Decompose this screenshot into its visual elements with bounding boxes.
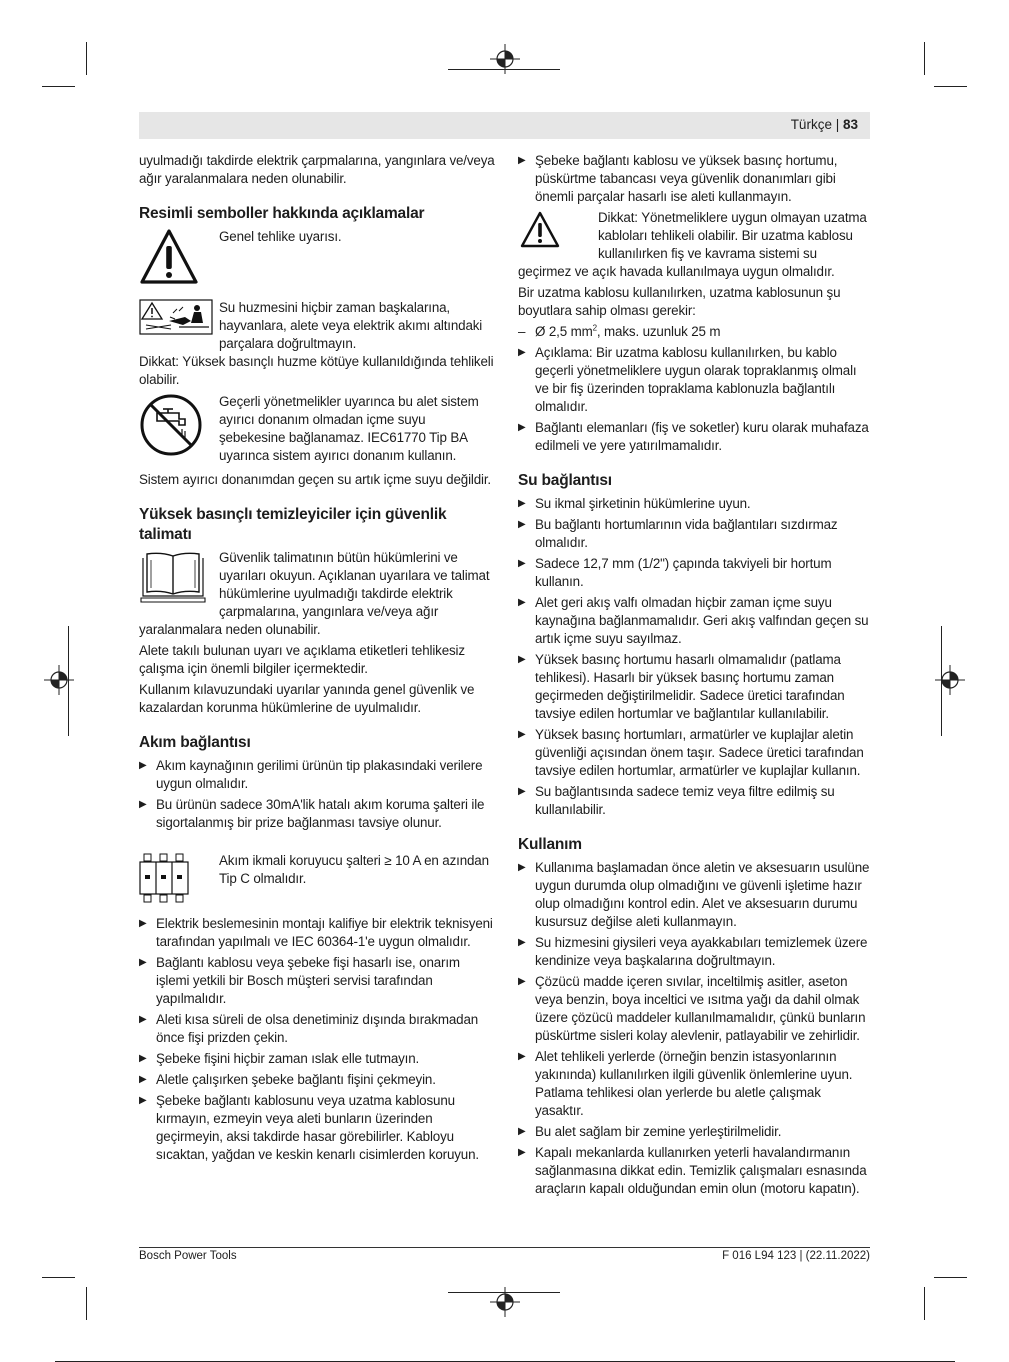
water-heading: Su bağlantısı [518, 472, 612, 489]
extension-size-spec: – Ø 2,5 $mm^2$, maks. uzunluk 25 m [518, 323, 721, 339]
header-language: Türkçe [790, 117, 832, 132]
symbols-section [139, 204, 495, 489]
list-item: ▶ Bu ürünün sadece 30mA'lik hatalı akım koruma şalteri ile sigortalanmış bir prize bağlanması tavsiye olunur. [139, 797, 485, 830]
extension-warning-block [518, 209, 870, 281]
intro-continuation: uyulmadığı takdirde elektrik çarpmalarına, yangınlara ve/veya ağır yaralanmalara neden olunabilir. [139, 153, 495, 186]
crop-mark [42, 1277, 75, 1278]
crop-mark [42, 86, 75, 87]
extension-warning-text: Dikkat: Yönetmeliklere uygun olmayan uzatma kabloları tehlikeli olabilir. Bir uzatma kablosu kullanılırken fiş ve kavrama sistemi su geçirmez ve açık havada kullanılmaya uygun olmalıdır. [518, 210, 867, 279]
symbol-general-hazard [139, 228, 495, 291]
symbols-heading: Resimli semboller hakkında açıklamalar [139, 205, 425, 222]
header-label [791, 117, 858, 132]
crop-mark [924, 1287, 925, 1320]
list-item: ▶ Çözücü madde içeren sıvılar, inceltilmiş asitler, aseton veya benzin, boya inceltici ve ısıtma yağı da dahil olmak üzere çözücü maddeler kullanılmamalıdır, çünkü bunların püskürtme sisleri kolay alevlenir, patlayabilir ve zehirlidir. [518, 974, 866, 1043]
extension-list [518, 344, 870, 455]
crop-mark [86, 42, 87, 75]
power-list-a [139, 757, 495, 832]
safety-section [139, 505, 495, 717]
read-all-text: Güvenlik talimatının bütün hükümlerini ve uyarıları okuyun. Açıklanan uyarılara ve talimat hükümlerine uyulmadığı takdirde elektrik çarpmalarına, yangınlara ve/veya ağır yaralanmalara neden olunabilir. [139, 550, 490, 637]
symbol-jet-warning [139, 299, 495, 353]
usage-list [518, 859, 870, 1198]
symbol-drinking-water [139, 393, 495, 465]
list-item: ▶ Yüksek basınç hortumları, armatürler ve kuplajlar aletin güvenliği açısından önem taşır. Sadece üretici tarafından tavsiye edilen hortumlar, armatürler ve kuplajlar kullanın. [518, 727, 864, 778]
page-number: 83 [842, 117, 858, 132]
symbol-breaker [139, 852, 495, 909]
page-header [139, 112, 870, 139]
extension-size-text: Bir uzatma kablosu kullanılırken, uzatma kablosunun şu boyutlara sahip olması gerekir: [518, 285, 841, 318]
jet-warning-text: Su huzmesini hiçbir zaman başkalarına, hayvanlara, alete veya elektrik akımı altındaki parçalara doğrultmayın. [219, 300, 483, 351]
labels-note: Alete takılı bulunan uyarı ve açıklama etiketleri tehlikesiz çalışma için önemli bilgiler içermektedir. [139, 643, 465, 676]
list-item: ▶ Şebeke bağlantı kablosu ve yüksek basınç hortumu, püskürtme tabancası veya güvenlik donanımları gibi önemli parçalar hasarlı ise aleti kullanmayın. [518, 153, 838, 204]
safety-heading: Yüksek basınçlı temizleyiciler için güvenlik talimatı [139, 506, 447, 543]
list-item: ▶ Kapalı mekanlarda kullanırken yeterli havalandırmanın sağlanmasına dikkat edin. Temizlik çalışmaları esnasında araçların kapalı olduğundan emin olun (motoru kapatın). [518, 1145, 867, 1196]
registration-mark-icon [490, 1287, 520, 1317]
crop-mark [86, 1287, 87, 1320]
list-item: ▶ Alet geri akış valfı olmadan hiçbir zaman içme suyu kaynağına bağlanmamalıdır. Geri akış valfından geçen su artık içme suyu sayılmaz. [518, 595, 869, 646]
list-item: ▶ Bağlantı kablosu veya şebeke fişi hasarlı ise, onarım işlemi yetkili bir Bosch müşteri servisi tarafından yapılmalıdır. [139, 955, 460, 1006]
footer-doc-id: F 016 L94 123 | (22.11.2022) [722, 1250, 870, 1262]
footer-brand: Bosch Power Tools [139, 1250, 237, 1262]
separator-note: Sistem ayırıcı donanımdan geçen su artık içme suyu değildir. [139, 472, 491, 487]
list-item: ▶ Su ikmal şirketinin hükümlerine uyun. [518, 496, 751, 511]
spray-hazard-icon [139, 299, 213, 335]
list-item: ▶ Bu alet sağlam bir zemine yerleştirilmelidir. [518, 1124, 782, 1139]
list-item: ▶ Akım kaynağının gerilimi ürünün tip plakasındaki verilere uygun olmalıdır. [139, 758, 483, 791]
water-list [518, 495, 870, 819]
list-item: ▶ Aleti kısa süreli de olsa denetiminiz dışında bırakmadan önce fişi prizden çekin. [139, 1012, 479, 1045]
breaker-text: Akım ikmali koruyucu şalteri ≥ 10 A en azından Tip C olmalıdır. [219, 853, 489, 886]
crop-mark [934, 86, 967, 87]
manual-note: Kullanım kılavuzundaki uyarılar yanında genel güvenlik ve kazalardan korunma hükümlerine de uyulmalıdır. [139, 682, 475, 715]
left-column [139, 152, 495, 1167]
drinking-water-text: Geçerli yönetmelikler uyarınca bu alet sistem ayırıcı donanım olmadan içme suyu şebekesine bağlanamaz. IEC61770 Tip BA uyarınca sistem ayırıcı donanım kullanın. [219, 394, 479, 463]
list-item: ▶ Şebeke fişini hiçbir zaman ıslak elle tutmayın. [139, 1051, 420, 1066]
registration-mark-icon [935, 665, 965, 695]
list-item: ▶ Bağlantı elemanları (fiş ve soketler) kuru olarak muhafaza edilmeli ve yere yatırılmamalıdır. [518, 420, 869, 453]
top-list [518, 152, 870, 206]
list-item: ▶ Alet tehlikeli yerlerde (örneğin benzin istasyonlarının yakınında) kullanılırken ilgili güvenlik önlemlerine uyun. Patlama tehlikesi olan yerlerde bu aletle çalışmak yasaktır. [518, 1049, 853, 1118]
footer-rule [139, 1247, 870, 1248]
header-separator: | [831, 117, 843, 132]
circuit-breaker-icon [139, 852, 189, 904]
list-item: ▶ Su hizmesini giysileri veya ayakkabıları temizlemek üzere kendinize veya başkalarına doğrultmayın. [518, 935, 868, 968]
read-manual-block [139, 549, 495, 639]
crop-mark [924, 42, 925, 75]
list-item: ▶ Yüksek basınç hortumu hasarlı olmamalıdır (patlama tehlikesi). Hasarlı bir yüksek basınç hortumu zaman geçirmeden değiştirilmelidir. Sadece üretici tarafından tavsiye edilen hortumlar ve bağlantılar kullanılabilir. [518, 652, 845, 721]
crop-mark [68, 626, 69, 736]
registration-mark-icon [490, 44, 520, 74]
jet-caution-text: Dikkat: Yüksek basınçlı huzme kötüye kullanıldığında tehlikeli olabilir. [139, 354, 494, 387]
list-item: ▶ Bu bağlantı hortumlarının vida bağlantıları sızdırmaz olmalıdır. [518, 517, 838, 550]
power-section [139, 733, 495, 1164]
no-drinking-water-connection-icon [139, 393, 203, 457]
crop-mark [934, 1277, 967, 1278]
list-item: ▶ Sadece 12,7 mm (1/2") çapında takviyeli bir hortum kullanın. [518, 556, 832, 589]
warning-triangle-icon [520, 211, 560, 249]
list-item: ▶ Aletle çalışırken şebeke bağlantı fişini çekmeyin. [139, 1072, 436, 1087]
list-item: ▶ Elektrik beslemesinin montajı kalifiye bir elektrik teknisyeni tarafından yapılmalı ve IEC 60364-1'e uygun olmalıdır. [139, 916, 493, 949]
list-item: ▶ Kullanıma başlamadan önce aletin ve aksesuarın usulüne uygun durumda olup olmadığını ve güvenli işletime hazır olup olmadığını kontrol edin. Alet ve aksesuarın durumu kusursuz değilse aleti kullanmayın. [518, 860, 870, 929]
power-list-b [139, 915, 495, 1164]
registration-mark-icon [44, 665, 74, 695]
crop-mark [941, 626, 942, 736]
list-item: ▶ Açıklama: Bir uzatma kablosu kullanılırken, bu kablo geçerli yönetmeliklere uygun olarak topraklanmış olmalı ve bir fiş üzerinden topraklama kablonuzla bağlantılı olmalıdır. [518, 345, 857, 414]
warning-triangle-icon [139, 228, 199, 286]
read-manual-icon [139, 552, 207, 604]
list-item: ▶ Şebeke bağlantı kablosunu veya uzatma kablosunu kırmayın, ezmeyin veya aleti bunların üzerinden geçirmeyin, aksi takdirde hasar görebilirler. Kabloyu sıcaktan, yağdan ve keskin kenarlı cisimlerden koruyun. [139, 1093, 479, 1162]
list-item: ▶ Su bağlantısında sadece temiz veya filtre edilmiş su kullanılabilir. [518, 784, 835, 817]
power-heading: Akım bağlantısı [139, 734, 251, 751]
general-hazard-text: Genel tehlike uyarısı. [219, 229, 342, 244]
usage-heading: Kullanım [518, 836, 582, 853]
right-column [518, 152, 870, 1201]
usage-section [518, 835, 870, 1198]
water-section [518, 471, 870, 819]
